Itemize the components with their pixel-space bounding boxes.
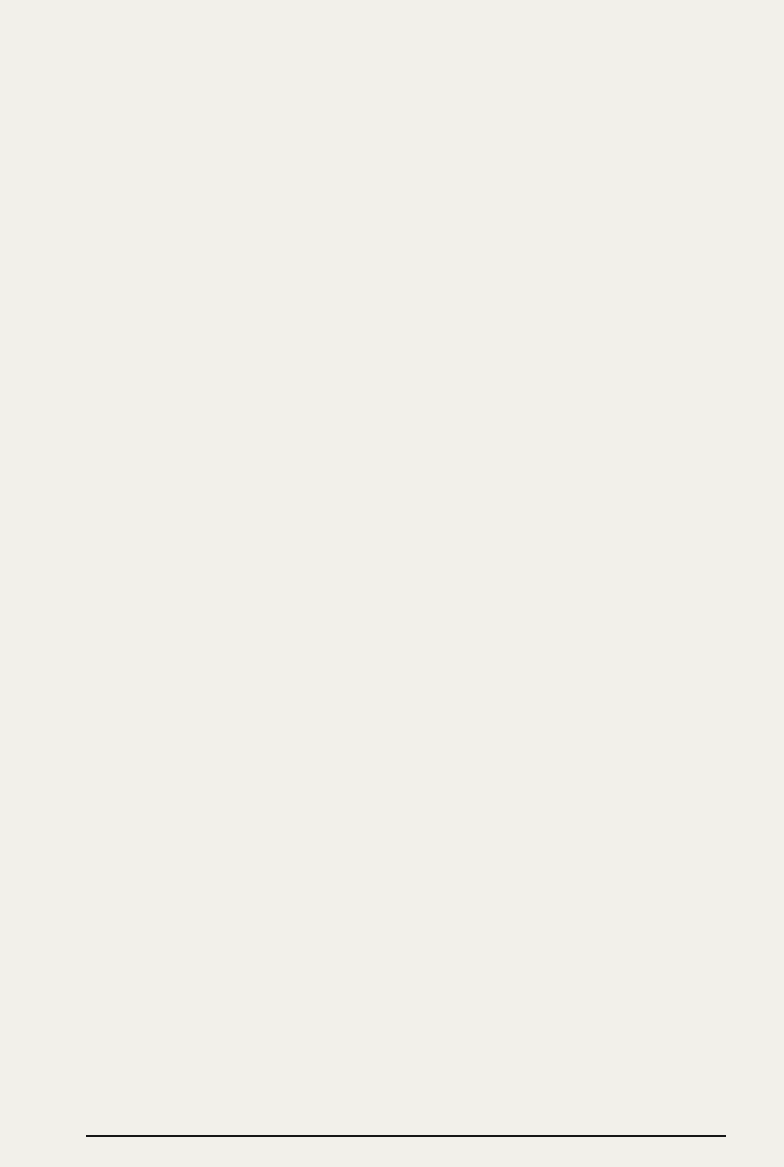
- running-head: [58, 14, 758, 36]
- footer-rule: [86, 1135, 726, 1137]
- col-header-fire-value: [642, 49, 706, 66]
- col-header-tax-value: [706, 49, 758, 66]
- section-title: [58, 66, 758, 82]
- column-headers: [58, 36, 758, 66]
- directory-page: [58, 14, 758, 82]
